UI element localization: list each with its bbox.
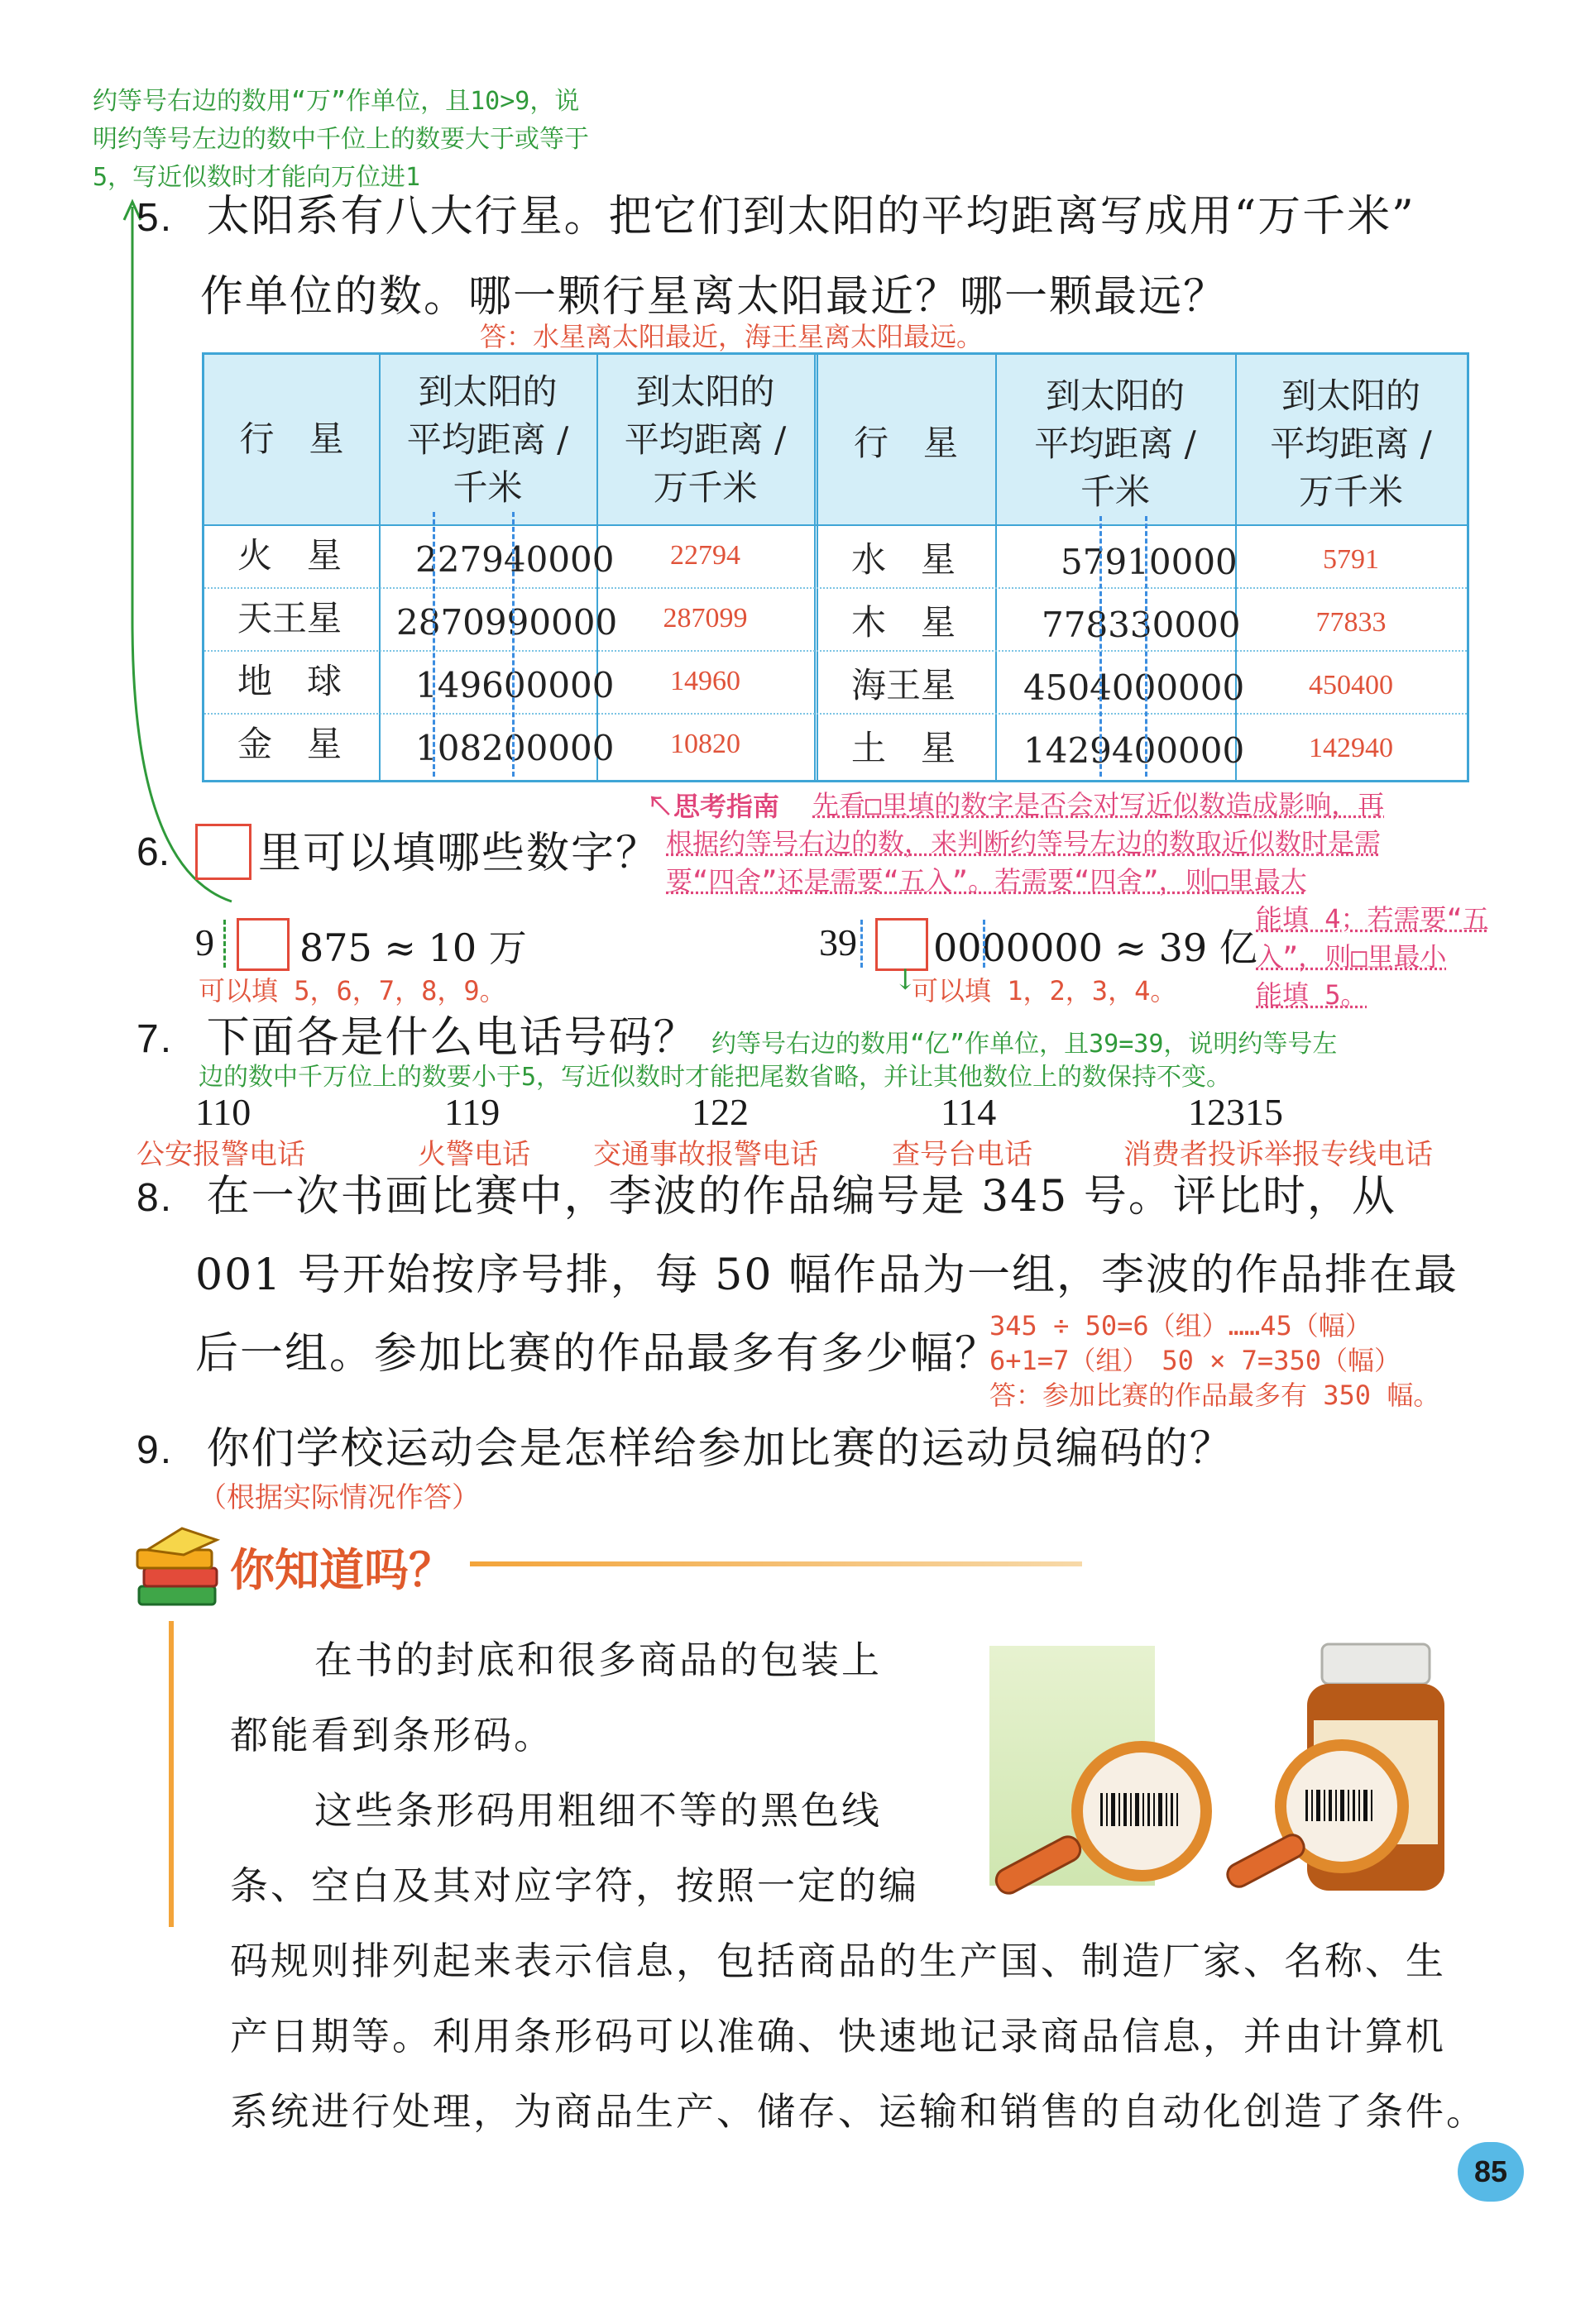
- top-note-line-3: 5，写近似数时才能向万位进1: [93, 163, 421, 192]
- header-planet-right: 行 星: [853, 423, 958, 463]
- table-cell-wan: 450400: [1309, 670, 1393, 701]
- q8-calc: [989, 1308, 1439, 1413]
- q6-eq1-answer: 可以填 5，6，7，8，9。: [199, 975, 506, 1007]
- table-cell-wan: 287099: [663, 603, 748, 634]
- q8-calc-2: 6+1=7（组） 50 × 7=350（幅）: [989, 1345, 1401, 1376]
- book-barcode-magnifier-icon: [976, 1729, 1249, 1910]
- q7-text: 下面各是什么电话号码？: [206, 1013, 698, 1063]
- phone-number: 122: [692, 1091, 749, 1133]
- know-title: 你知道吗？: [230, 1546, 453, 1595]
- top-note-line-2: 明约等号左边的数中千位上的数要大于或等于: [93, 125, 589, 154]
- q8-line-1: [137, 1158, 1396, 1237]
- q5-line-2: 作单位的数。哪一颗行星离太阳最近？哪一颗最远？: [200, 272, 1229, 322]
- table-cell-planet: 金 星: [237, 724, 342, 764]
- guide-arrow-icon: ↖: [647, 791, 674, 821]
- table-cell-km: 227940000: [415, 539, 615, 580]
- guide-label: 思考指南: [673, 791, 780, 821]
- table-cell-km: 2870990000: [396, 602, 618, 643]
- planet-distance-table: [202, 352, 1469, 782]
- table-cell-km: 149600000: [415, 665, 615, 705]
- guide-text: 先看□里填的数字是否会对写近似数造成影响，再: [812, 789, 1385, 820]
- know-p2-line-2: 条、空白及其对应字符，按照一定的编: [230, 1863, 919, 1908]
- know-p2-line-5: 系统进行处理，为商品生产、储存、运输和销售的自动化创造了条件。: [230, 2089, 1487, 2134]
- q6-eq2-a: 39: [819, 921, 857, 964]
- guide-text-tail: 能填 4；若需要“五 入”，则□里最小 能填 5。: [1256, 903, 1489, 1011]
- table-cell-km: 4504000000: [1023, 667, 1245, 708]
- know-p2-line-1: 这些条形码用粗细不等的黑色线: [314, 1788, 882, 1833]
- table-cell-wan: 22794: [670, 540, 740, 571]
- q6-eq2-answer: 可以填 1，2，3，4。: [912, 975, 1177, 1007]
- know-p1-line-1: 在书的封底和很多商品的包装上: [314, 1638, 882, 1682]
- q8-number: 8.: [137, 1176, 174, 1220]
- header-wan-left: 到太阳的 平均距离 / 万千米: [624, 371, 787, 508]
- digit-marker: [433, 512, 435, 777]
- q8-line-3: 后一组。参加比赛的作品最多有多少幅？: [195, 1329, 1000, 1379]
- q6-eq2-b: 0000000 ≈ 39 亿: [933, 925, 1257, 970]
- q7-note-1: 约等号右边的数用“亿”作单位，且39=39，说明约等号左: [711, 1030, 1338, 1059]
- q5-answer: 答：水星离太阳最近，海王星离太阳最远。: [480, 321, 984, 352]
- phone-answer: 火警电话: [418, 1138, 530, 1171]
- q6-eq1-blank-box[interactable]: [237, 918, 290, 971]
- table-cell-wan: 77833: [1315, 607, 1387, 638]
- table-cell-km: 108200000: [415, 728, 615, 768]
- digit-marker: [512, 512, 515, 777]
- q6-blank-box[interactable]: [195, 824, 251, 880]
- q6-text: 里可以填哪些数字？: [258, 829, 661, 878]
- table-cell-planet: 海王星: [851, 665, 956, 705]
- books-icon: [132, 1522, 223, 1621]
- jar-barcode-magnifier-icon: [1224, 1729, 1473, 1910]
- q6-eq2-arrow-icon: ↓: [893, 964, 917, 997]
- know-p2-line-4: 产日期等。利用条形码可以准确、快速地记录商品信息，并由计算机: [230, 2014, 1446, 2059]
- phone-number: 114: [941, 1091, 997, 1133]
- digit-marker: [1099, 516, 1102, 777]
- phone-number: 110: [195, 1091, 251, 1133]
- table-cell-km: 57910000: [1061, 542, 1238, 582]
- phone-answer: 消费者投诉举报专线电话: [1123, 1138, 1433, 1171]
- digit-marker: [983, 920, 985, 968]
- q9-number: 9.: [137, 1428, 174, 1472]
- q5-line-1: [137, 178, 1415, 257]
- digit-marker: [860, 920, 863, 968]
- q7-number: 7.: [137, 1017, 174, 1061]
- know-title-line: [470, 1561, 1082, 1566]
- table-cell-wan: 142940: [1309, 733, 1393, 763]
- q7-note-2: 边的数中千万位上的数要小于5，写近似数时才能把尾数省略，并让其他数位上的数保持不变。: [199, 1063, 1232, 1092]
- table-cell-planet: 土 星: [851, 728, 956, 768]
- q9-answer: （根据实际情况作答）: [199, 1481, 480, 1514]
- q8-text-1: 在一次书画比赛中，李波的作品编号是 345 号。评比时，从: [206, 1172, 1396, 1222]
- digit-marker: [1145, 516, 1147, 777]
- q8-answer: 答：参加比赛的作品最多有 350 幅。: [989, 1380, 1440, 1411]
- q8-calc-1: 345 ÷ 50=6（组）……45（幅）: [989, 1310, 1372, 1341]
- table-cell-planet: 火 星: [237, 535, 342, 576]
- q6-eq1-b: 875 ≈ 10 万: [299, 925, 527, 970]
- phone-answer: 公安报警电话: [137, 1138, 305, 1171]
- phone-answer: 查号台电话: [892, 1138, 1032, 1171]
- know-paragraph-1: [230, 1623, 919, 1924]
- table-cell-wan: 5791: [1323, 544, 1379, 575]
- table-cell-planet: 木 星: [851, 602, 956, 643]
- table-cell-km: 778330000: [1042, 605, 1241, 645]
- know-paragraph-2: [230, 1924, 1487, 2149]
- q6-eq1-a: 9: [195, 921, 214, 964]
- guide-text-cont: 根据约等号右边的数，来判断约等号左边的数取近似数时是需 要“四舍”还是需要“五入”。若需要“四舍”，则□里最大: [666, 827, 1382, 897]
- top-note-line-1: 约等号右边的数用“万”作单位，且10>9，说: [93, 87, 580, 116]
- q5-number: 5.: [137, 196, 174, 240]
- table-cell-planet: 水 星: [851, 539, 956, 580]
- table-cell-wan: 10820: [670, 729, 740, 759]
- phone-answer: 交通事故报警电话: [593, 1138, 818, 1171]
- q9-text: 你们学校运动会是怎样给参加比赛的运动员编码的？: [206, 1424, 1234, 1474]
- phone-number: 119: [444, 1091, 501, 1133]
- q5-text-1: 太阳系有八大行星。把它们到太阳的平均距离写成用“万千米”: [206, 192, 1415, 241]
- know-side-bar: [169, 1621, 174, 1927]
- q6-number: 6.: [137, 830, 170, 874]
- header-planet-left: 行 星: [239, 418, 344, 459]
- know-p2-line-3: 码规则排列起来表示信息，包括商品的生产国、制造厂家、名称、生: [230, 1939, 1446, 1983]
- header-wan-right: 到太阳的 平均距离 / 万千米: [1270, 375, 1432, 512]
- table-cell-planet: 地 球: [237, 661, 342, 701]
- know-p1-line-2: 都能看到条形码。: [230, 1713, 554, 1757]
- guide-tag: [647, 786, 779, 824]
- table-cell-planet: 天王星: [237, 598, 342, 638]
- q8-line-2: 001 号开始按序号排，每 50 幅作品为一组，李波的作品排在最: [195, 1250, 1459, 1300]
- page-number: 85: [1458, 2142, 1524, 2202]
- table-cell-wan: 14960: [670, 666, 740, 696]
- table-cell-km: 1429400000: [1023, 730, 1245, 771]
- header-km-left: 到太阳的 平均距离 / 千米: [406, 371, 569, 508]
- header-km-right: 到太阳的 平均距离 / 千米: [1034, 375, 1196, 512]
- phone-number: 12315: [1188, 1091, 1283, 1133]
- digit-marker: [223, 920, 226, 968]
